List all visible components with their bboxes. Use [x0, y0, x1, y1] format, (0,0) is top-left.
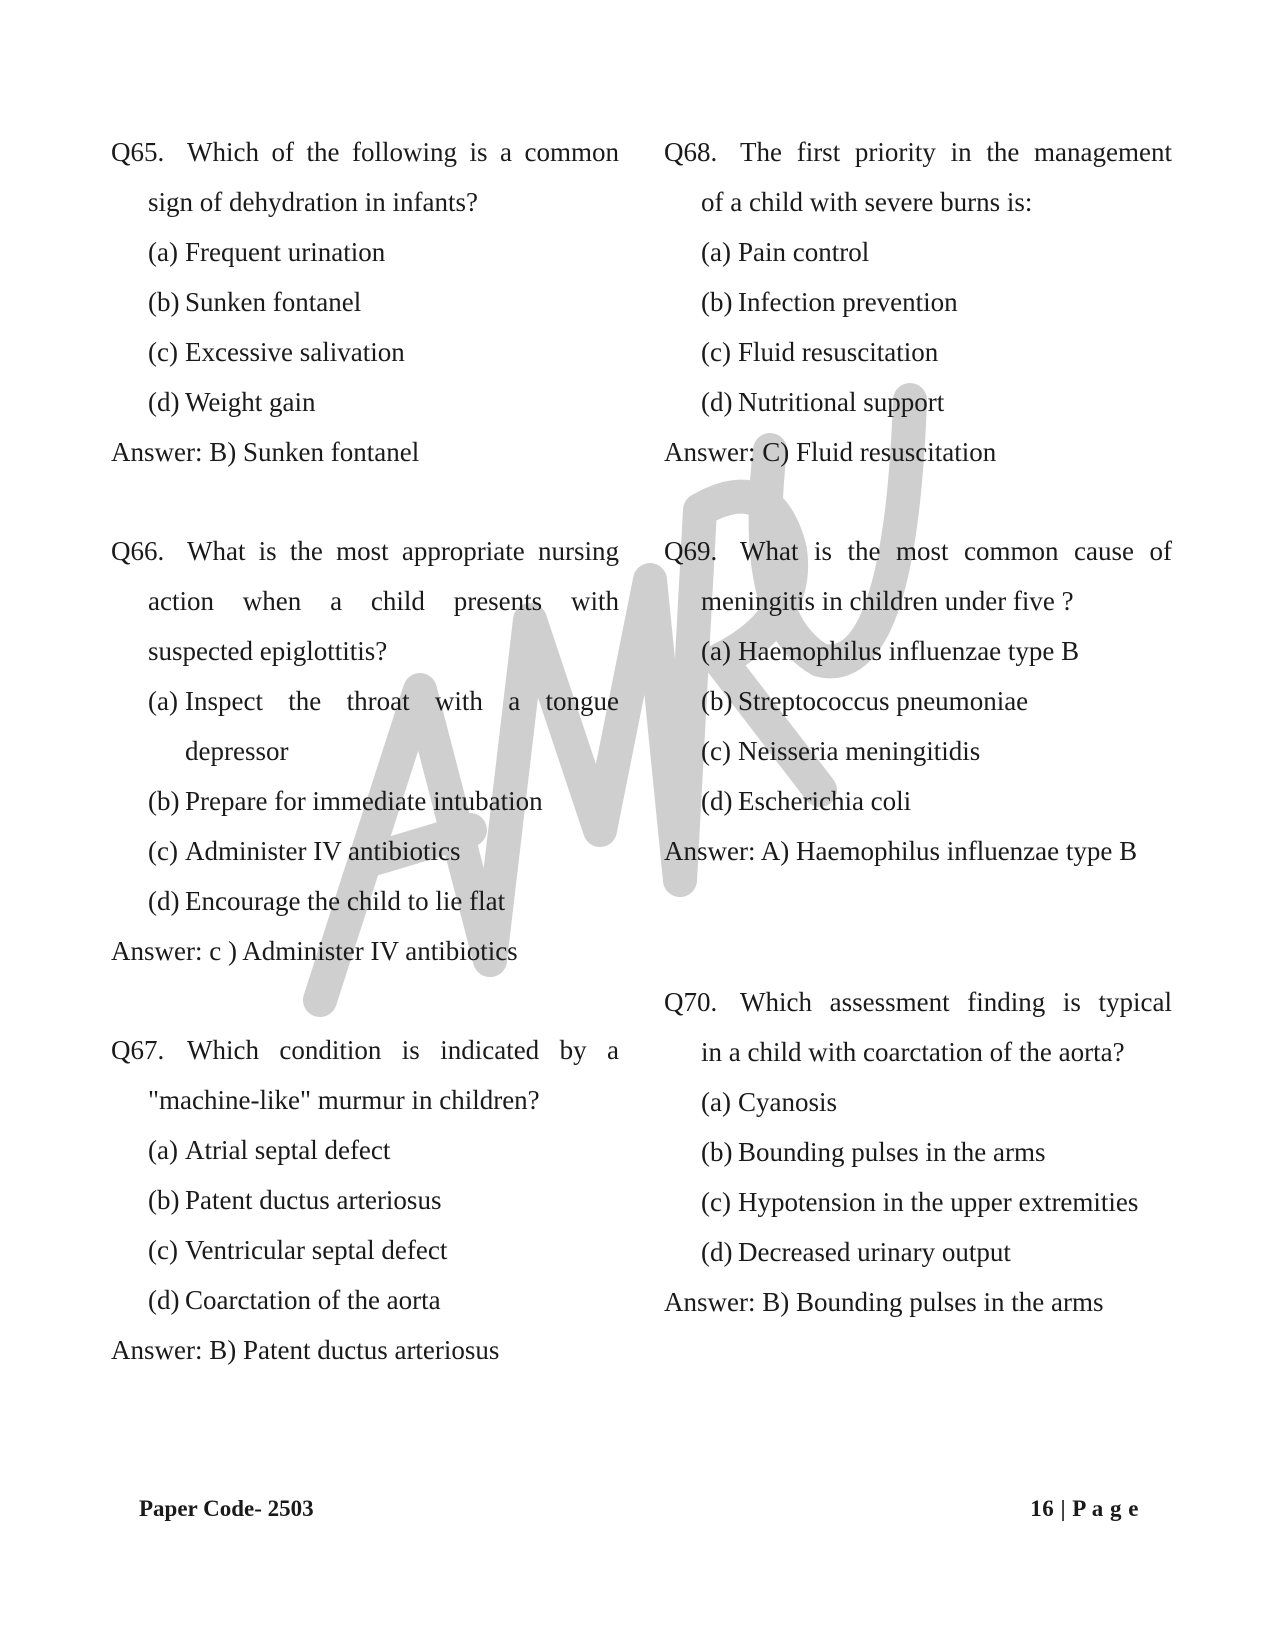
option-b: (b) Prepare for immediate intubation: [148, 786, 543, 816]
question-q66: [111, 526, 619, 976]
option-c: (c) Hypotension in the upper extremities: [701, 1187, 1139, 1217]
question-number: Q70.: [664, 987, 718, 1017]
question-stem-continued: "machine-like" murmur in children?: [148, 1085, 540, 1115]
question-q67: [111, 1025, 619, 1375]
question-stem: Which of the following is a common: [187, 137, 619, 167]
question-stem: The first priority in the management: [740, 137, 1172, 167]
question-q70: [664, 977, 1172, 1327]
question-stem-continued: of a child with severe burns is:: [701, 187, 1033, 217]
question-stem: What is the most common cause of: [740, 536, 1172, 566]
answer: Answer: B) Sunken fontanel: [111, 437, 420, 467]
question-stem-continued: meningitis in children under five ?: [701, 586, 1074, 616]
answer: Answer: A) Haemophilus influenzae type B: [664, 836, 1138, 866]
option-d: (d) Escherichia coli: [701, 786, 912, 816]
page-number: 16 | P a g e: [1030, 1496, 1139, 1521]
question-q65: [111, 127, 619, 477]
question-number: Q68.: [664, 137, 718, 167]
option-d: (d) Weight gain: [148, 387, 316, 417]
option-b: (b) Bounding pulses in the arms: [701, 1137, 1046, 1167]
question-number: Q66.: [111, 536, 165, 566]
option-b: (b) Patent ductus arteriosus: [148, 1185, 442, 1215]
question-stem: Which assessment finding is typical: [740, 987, 1172, 1017]
option-a: (a) Haemophilus influenzae type B: [701, 636, 1080, 666]
option-b: (b) Sunken fontanel: [148, 287, 362, 317]
option-a: (a) Cyanosis: [701, 1087, 838, 1117]
answer: Answer: B) Bounding pulses in the arms: [664, 1287, 1104, 1317]
option-c: (c) Neisseria meningitidis: [701, 736, 981, 766]
option-d: (d) Decreased urinary output: [701, 1237, 1011, 1267]
question-number: Q65.: [111, 137, 165, 167]
option-a: (a) Pain control: [701, 237, 870, 267]
question-stem-continued: suspected epiglottitis?: [148, 636, 388, 666]
question-stem-continued: action when a child presents with: [148, 586, 619, 616]
question-stem-continued: sign of dehydration in infants?: [148, 187, 478, 217]
question-number: Q69.: [664, 536, 718, 566]
question-q69: [664, 526, 1172, 876]
question-stem: What is the most appropriate nursing: [187, 536, 619, 566]
question-number: Q67.: [111, 1035, 165, 1065]
option-a: (a) Atrial septal defect: [148, 1135, 391, 1165]
option-c: (c) Fluid resuscitation: [701, 337, 939, 367]
option-b: (b) Streptococcus pneumoniae: [701, 686, 1029, 716]
option-d: (d) Coarctation of the aorta: [148, 1285, 441, 1315]
option-c: (c) Administer IV antibiotics: [148, 836, 461, 866]
question-q68: [664, 127, 1172, 477]
option-d: (d) Encourage the child to lie flat: [148, 886, 506, 916]
option-a-continued: depressor: [185, 736, 289, 766]
answer: Answer: c ) Administer IV antibiotics: [111, 936, 518, 966]
option-c: (c) Ventricular septal defect: [148, 1235, 448, 1265]
option-c: (c) Excessive salivation: [148, 337, 405, 367]
paper-code: Paper Code- 2503: [139, 1496, 314, 1521]
answer: Answer: B) Patent ductus arteriosus: [111, 1335, 500, 1365]
option-a: (a) Inspect the throat with a tongue: [148, 686, 619, 716]
answer: Answer: C) Fluid resuscitation: [664, 437, 997, 467]
question-stem-continued: in a child with coarctation of the aorta?: [701, 1037, 1125, 1067]
option-a: (a) Frequent urination: [148, 237, 386, 267]
question-stem: Which condition is indicated by a: [187, 1035, 619, 1065]
option-b: (b) Infection prevention: [701, 287, 958, 317]
option-d: (d) Nutritional support: [701, 387, 945, 417]
